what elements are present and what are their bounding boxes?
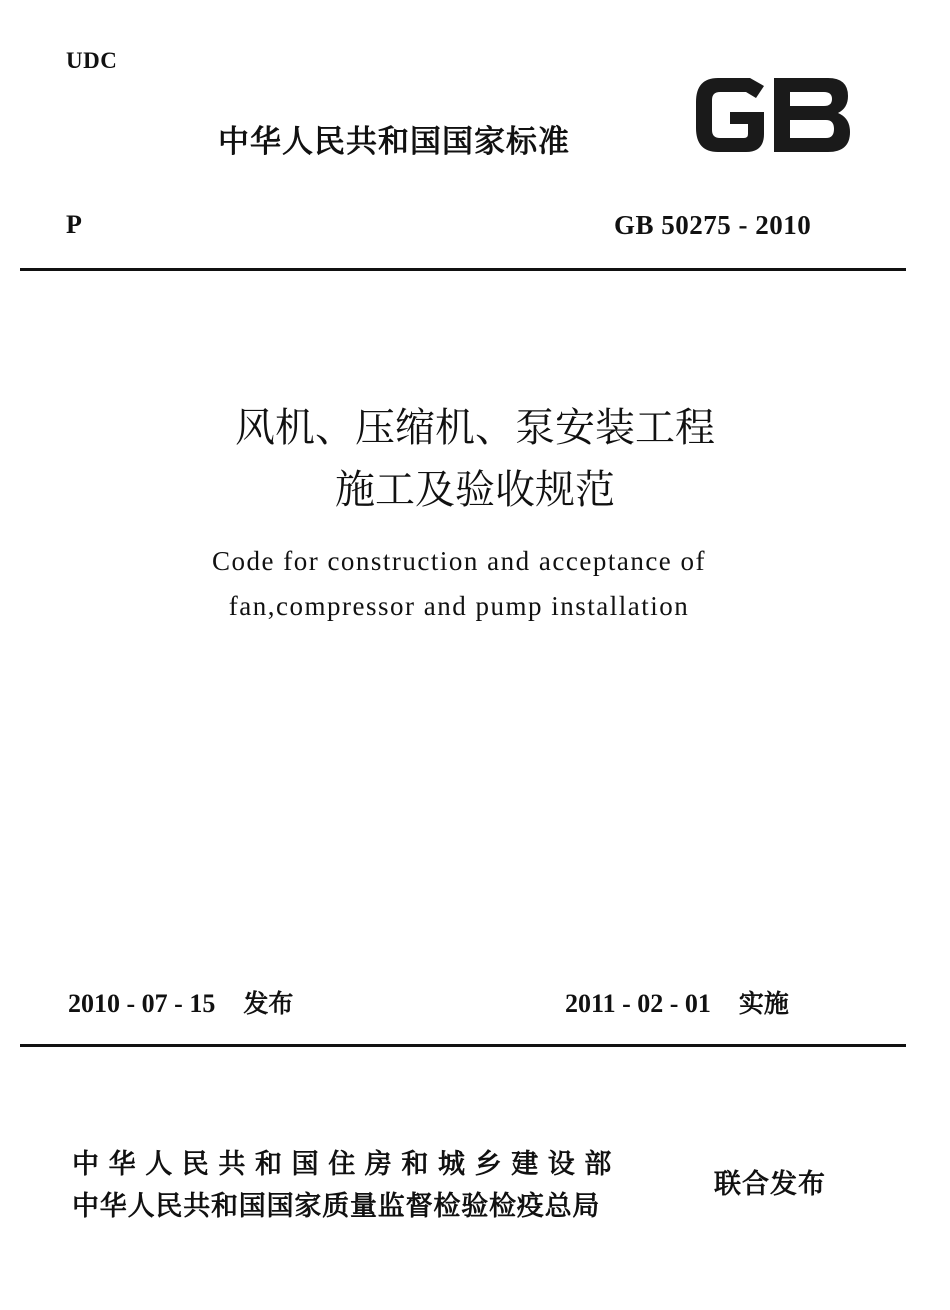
- issue-date-block: [68, 984, 293, 1020]
- title-en-line2: fan,compressor and pump installation: [228, 591, 690, 621]
- gb-logo: [690, 72, 855, 158]
- effective-label: 实施: [738, 989, 789, 1018]
- issuer-aqsiq: 中华人民共和国国家质量监督检验检疫总局: [72, 1191, 601, 1222]
- issue-date: 2010 - 07 - 15: [68, 989, 216, 1018]
- issuer-ministry: 中华人民共和国住房和城乡建设部: [72, 1149, 621, 1180]
- standard-type-title: 中华人民共和国国家标准: [218, 124, 570, 160]
- title-cn-line2: 施工及验收规范: [335, 467, 615, 513]
- bottom-divider: [20, 1044, 906, 1047]
- standard-number: GB 50275 - 2010: [614, 210, 812, 240]
- issue-label: 发布: [243, 989, 294, 1018]
- title-cn-line1: 风机、压缩机、泵安装工程: [235, 405, 715, 451]
- effective-date-block: [565, 984, 789, 1020]
- effective-date: 2011 - 02 - 01: [565, 989, 711, 1018]
- top-divider: [20, 268, 906, 271]
- joint-issue-label: 联合发布: [714, 1169, 826, 1200]
- title-en-line1: Code for construction and acceptance of: [211, 546, 707, 576]
- category-code: P: [66, 210, 82, 239]
- udc-label: UDC: [66, 48, 118, 73]
